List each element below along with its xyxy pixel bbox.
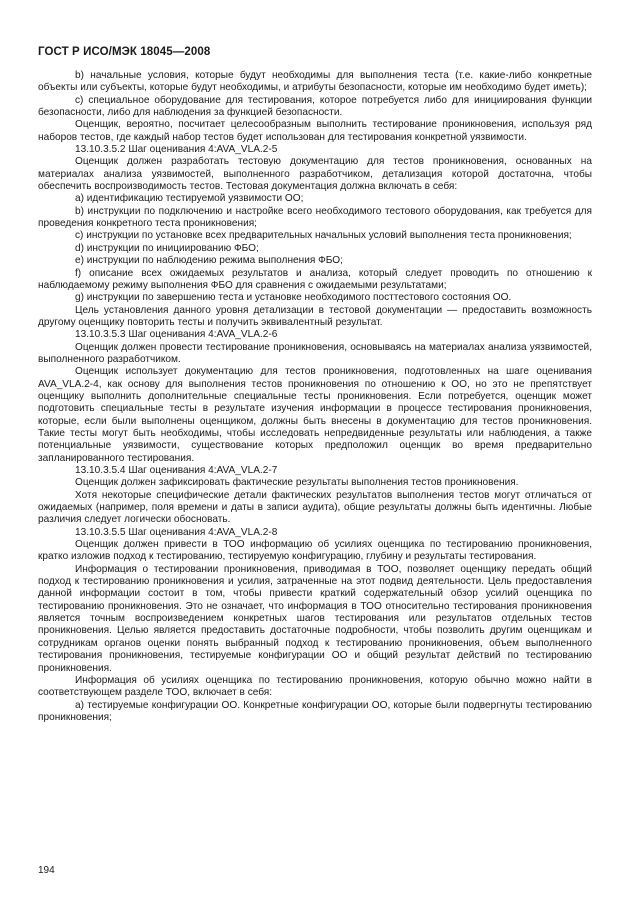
section-heading: 13.10.3.5.3 Шаг оценивания 4:AVA_VLA.2-6 bbox=[75, 329, 278, 341]
list-item: b) инструкции по подключению и настройке всего необходимого тестового оборудования, как требуется для проведения конкретного теста проникновения; bbox=[38, 205, 592, 230]
list-item: d) инструкции по инициированию ФБО; bbox=[75, 242, 259, 254]
list-item: f) описание всех ожидаемых результатов и анализа, который следует проводить по отношению к наблюдаемому режиму выполнения ФБО для сравнения с ожидаемыми результатами; bbox=[38, 267, 592, 291]
paragraph: Информация о тестировании проникновения, приводимая в ТОО, позволяет оценщику передать общий подход к тестированию проникновения и усилия, затраченные на этот подвид деятельности. Цель предоставления данной информации состоит в том, чтобы привести краткий содержательный обзор усилий оценщика по тестированию проникновения. Это не означает, что информация в ТОО относительно тестирования проникновения является точным воспроизведением конкретных шагов тестирования или результатов отдельных тестов проникновения. Целью является предоставить достаточные подробности, чтобы позволить другим оценщикам и сотрудникам органов оценки понять выбранный подход к тестированию проникновения, объем выполненного тестирования проникновения, тестируемые конфигурации ОО и общий результат действий по тестированию проникновения. bbox=[38, 563, 592, 674]
paragraph: Оценщик должен зафиксировать фактические результаты выполнения тестов проникновения. bbox=[75, 477, 519, 489]
paragraph: Информация об усилиях оценщика по тестированию проникновения, которую обычно можно найти в соответствующем разделе ТОО, включает в себя: bbox=[38, 674, 592, 699]
list-item: c) инструкции по установке всех предварительных начальных условий выполнения теста проникновения; bbox=[75, 230, 572, 242]
document-header: ГОСТ Р ИСО/МЭК 18045—2008 bbox=[38, 46, 211, 58]
paragraph: Оценщик должен привести в ТОО информацию об усилиях оценщика по тестированию проникновения, кратко изложив подход к тестированию, тестируемую конфигурацию, глубину и результаты тестирования. bbox=[38, 539, 592, 563]
section-heading: 13.10.3.5.5 Шаг оценивания 4:AVA_VLA.2-8 bbox=[75, 526, 278, 538]
section-heading: 13.10.3.5.4 Шаг оценивания 4:AVA_VLA.2-7 bbox=[75, 465, 278, 476]
document-body bbox=[38, 70, 592, 724]
list-item: g) инструкции по завершению теста и установке необходимого посттестового состояния ОО. bbox=[75, 292, 512, 304]
page-number: 194 bbox=[38, 865, 55, 876]
paragraph: Хотя некоторые специфические детали фактических результатов выполнения тестов могут отличаться от ожидаемых (например, поля времени и даты в записи аудита), общие результаты должны быть идентичны. Любые различия следует логически обосновать. bbox=[38, 489, 592, 526]
paragraph: Оценщик, вероятно, посчитает целесообразным выполнить тестирование проникновения, используя ряд наборов тестов, где каждый набор тестов будет использован для тестирования конкретной уязвимости. bbox=[38, 119, 592, 143]
paragraph: Оценщик должен провести тестирование проникновения, основываясь на материалах анализа уязвимостей, выполненного разработчиком. bbox=[38, 341, 592, 365]
list-item: a) тестируемые конфигурации ОО. Конкретные конфигурации ОО, которые были подвергнуты тестированию проникновения; bbox=[38, 699, 592, 723]
paragraph: Оценщик использует документацию для тестов проникновения, подготовленных на шаге оценивания AVA_VLA.2-4, как основу для выполнения тестов проникновения по отношению к ОО, но это не препятствует оценщику выполнить дополнительные специальные тесты проникновения. Если потребуется, оценщик может подготовить специальные тесты в результате изучения информации в процессе тестирования проникновения, которые, если были выполнены оценщиком, должны быть внесены в документацию для тестов проникновения. Такие тесты могут быть необходимы, чтобы исследовать непредвиденные результаты или наблюдения, а также потенциальные уязвимости, существование которых предположил оценщик во время предварительно запланированного тестирования. bbox=[38, 366, 592, 464]
paragraph: Оценщик должен разработать тестовую документацию для тестов проникновения, основанных на материалах анализа уязвимостей, выполненного разработчиком, детализация которой достаточна, чтобы обеспечить воспроизводимость тестов. Тестовая документация должна включать в себя: bbox=[38, 156, 592, 193]
paragraph: c) специальное оборудование для тестирования, которое потребуется либо для инициирования функции безопасности, либо для наблюдения за функцией безопасности. bbox=[38, 94, 592, 119]
paragraph: Цель установления данного уровня детализации в тестовой документации — предоставить возможность другому оценщику повторить тесты и получить эквивалентный результат. bbox=[38, 304, 592, 328]
paragraph: b) начальные условия, которые будут необходимы для выполнения теста (т.е. какие-либо конкретные объекты или субъекты, которые будут необходимы, и атрибуты безопасности, которые им необходимо будет иметь); bbox=[38, 70, 592, 94]
list-item: a) идентификацию тестируемой уязвимости ОО; bbox=[75, 193, 304, 205]
section-heading: 13.10.3.5.2 Шаг оценивания 4:AVA_VLA.2-5 bbox=[75, 144, 278, 156]
list-item: e) инструкции по наблюдению режима выполнения ФБО; bbox=[75, 255, 343, 267]
